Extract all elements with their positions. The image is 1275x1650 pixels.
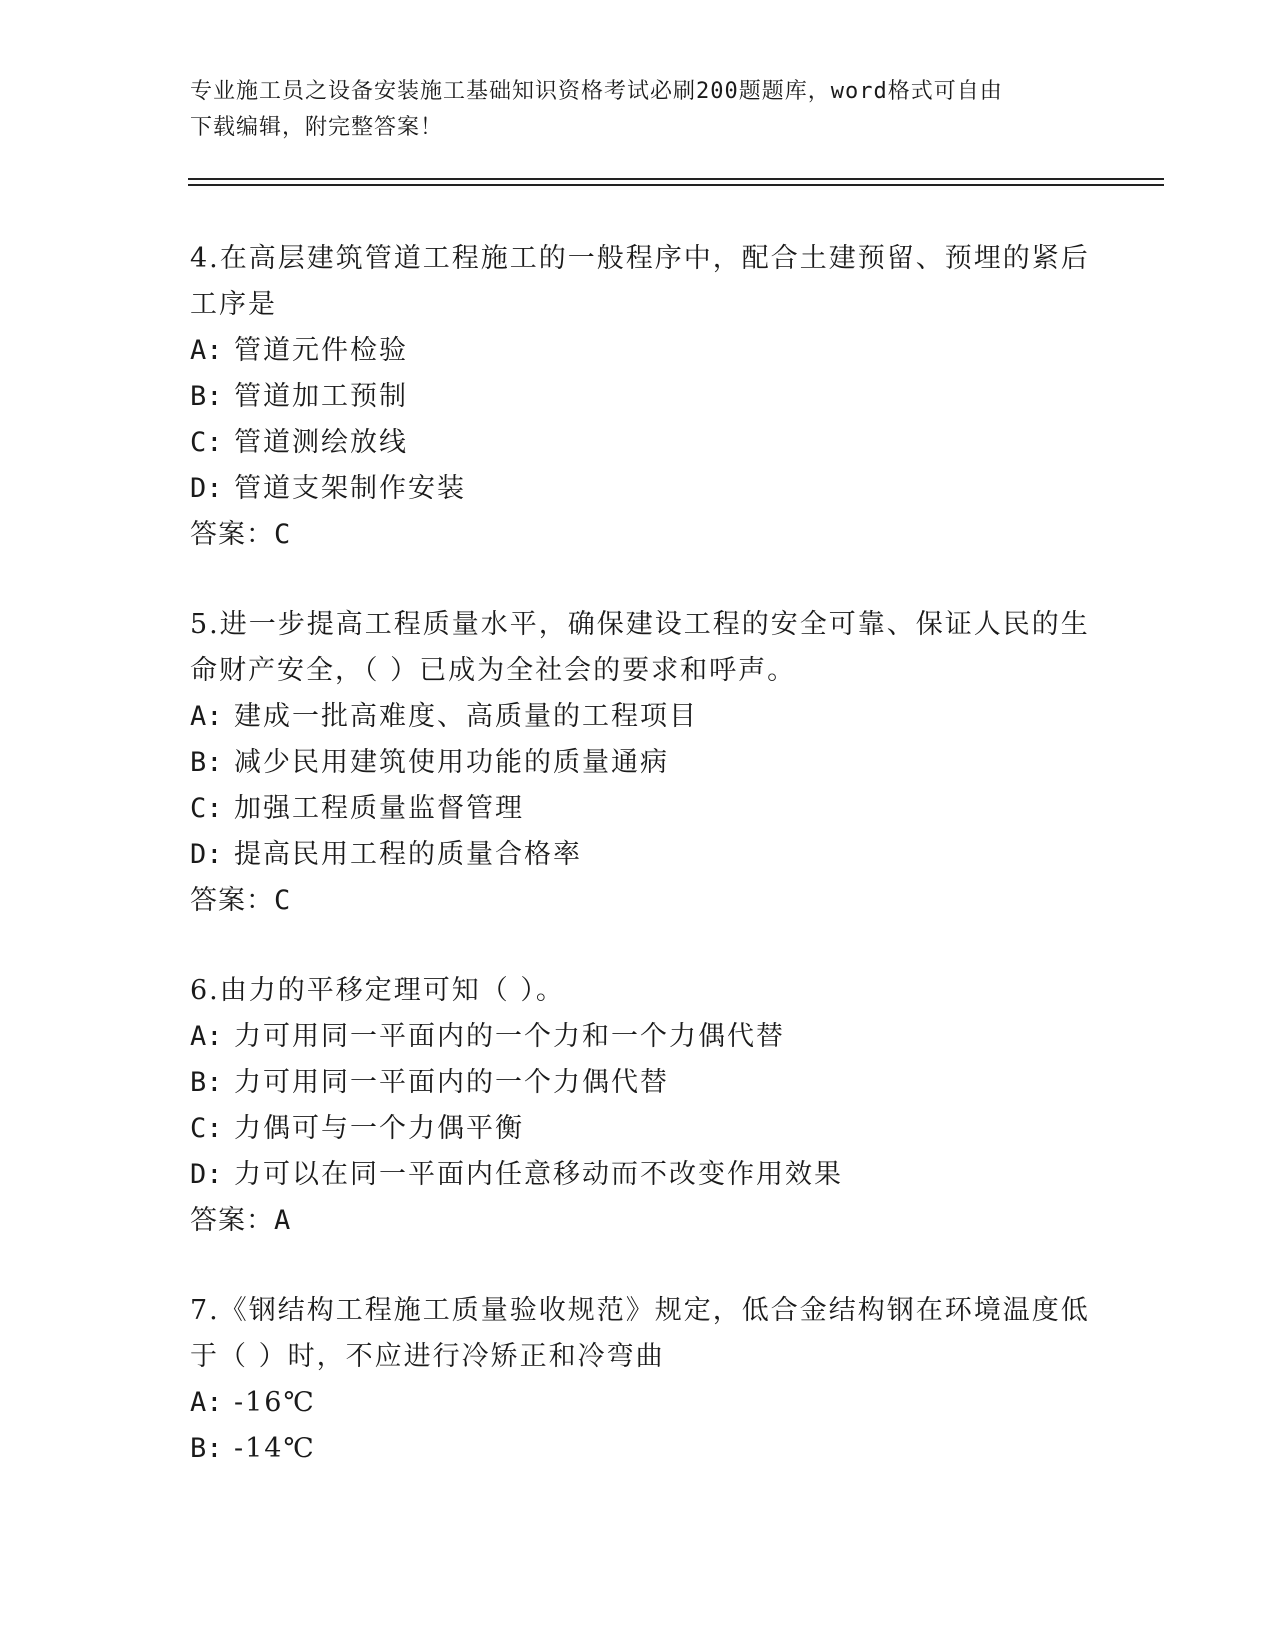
answer-label: 答案： [190, 885, 274, 916]
option-text: -14℃ [234, 1433, 316, 1464]
question-number: 7. [190, 1295, 220, 1326]
question-5 [190, 602, 1090, 924]
answer-value: C [274, 885, 292, 916]
question-stem: 在高层建筑管道工程施工的一般程序中，配合土建预留、预埋的紧后工序是 [190, 243, 1090, 320]
option-a [190, 1014, 1090, 1060]
question-4 [190, 236, 1090, 558]
option-text: 提高民用工程的质量合格率 [234, 839, 582, 870]
option-letter: A: [190, 701, 223, 732]
answer-line [190, 1198, 1090, 1244]
option-d [190, 832, 1090, 878]
option-letter: B: [190, 1067, 223, 1098]
question-text [190, 968, 1090, 1014]
answer-label: 答案： [190, 519, 274, 550]
question-text [190, 236, 1090, 328]
option-text: -16℃ [234, 1387, 316, 1418]
option-d [190, 466, 1090, 512]
option-c [190, 420, 1090, 466]
question-number: 5. [190, 609, 220, 640]
question-stem: 由力的平移定理可知（ ）。 [219, 975, 565, 1006]
option-b [190, 740, 1090, 786]
answer-value: C [274, 519, 292, 550]
option-a [190, 1380, 1090, 1426]
answer-value: A [274, 1205, 292, 1236]
option-d [190, 1152, 1090, 1198]
option-letter: D: [190, 839, 223, 870]
option-c [190, 786, 1090, 832]
answer-line [190, 878, 1090, 924]
option-b [190, 1060, 1090, 1106]
option-letter: B: [190, 381, 223, 412]
question-stem: 《钢结构工程施工质量验收规范》规定，低合金结构钢在环境温度低于（ ）时，不应进行冷矫正和冷弯曲 [190, 1295, 1090, 1372]
header-divider-bottom [188, 184, 1164, 186]
question-6 [190, 968, 1090, 1244]
option-b [190, 374, 1090, 420]
option-a [190, 694, 1090, 740]
answer-line [190, 512, 1090, 558]
answer-label: 答案： [190, 1205, 274, 1236]
option-b [190, 1426, 1090, 1472]
option-letter: A: [190, 1387, 223, 1418]
option-a [190, 328, 1090, 374]
option-text: 管道测绘放线 [234, 427, 408, 458]
option-letter: A: [190, 1021, 223, 1052]
option-letter: C: [190, 427, 223, 458]
option-text: 减少民用建筑使用功能的质量通病 [234, 747, 669, 778]
option-letter: C: [190, 793, 223, 824]
option-letter: D: [190, 473, 223, 504]
option-text: 力可以在同一平面内任意移动而不改变作用效果 [234, 1159, 843, 1190]
question-stem: 进一步提高工程质量水平，确保建设工程的安全可靠、保证人民的生命财产安全，（ ）已成为全社会的要求和呼声。 [190, 609, 1090, 686]
question-7 [190, 1288, 1090, 1472]
option-text: 力偶可与一个力偶平衡 [234, 1113, 524, 1144]
option-c [190, 1106, 1090, 1152]
option-text: 管道加工预制 [234, 381, 408, 412]
question-text [190, 1288, 1090, 1380]
option-letter: B: [190, 1433, 223, 1464]
question-number: 6. [190, 975, 220, 1006]
document-header [190, 74, 1090, 146]
option-letter: B: [190, 747, 223, 778]
question-text [190, 602, 1090, 694]
header-line-1: 专业施工员之设备安装施工基础知识资格考试必刷200题题库，word格式可自由 [190, 79, 1003, 104]
header-line-2: 下载编辑，附完整答案！ [190, 115, 444, 140]
option-text: 力可用同一平面内的一个力偶代替 [234, 1067, 669, 1098]
option-text: 建成一批高难度、高质量的工程项目 [234, 701, 698, 732]
option-letter: A: [190, 335, 223, 366]
question-number: 4. [190, 243, 220, 274]
option-text: 管道元件检验 [234, 335, 408, 366]
option-text: 力可用同一平面内的一个力和一个力偶代替 [234, 1021, 785, 1052]
option-text: 管道支架制作安装 [234, 473, 466, 504]
option-letter: C: [190, 1113, 223, 1144]
header-divider-top [188, 178, 1164, 180]
option-text: 加强工程质量监督管理 [234, 793, 524, 824]
option-letter: D: [190, 1159, 223, 1190]
